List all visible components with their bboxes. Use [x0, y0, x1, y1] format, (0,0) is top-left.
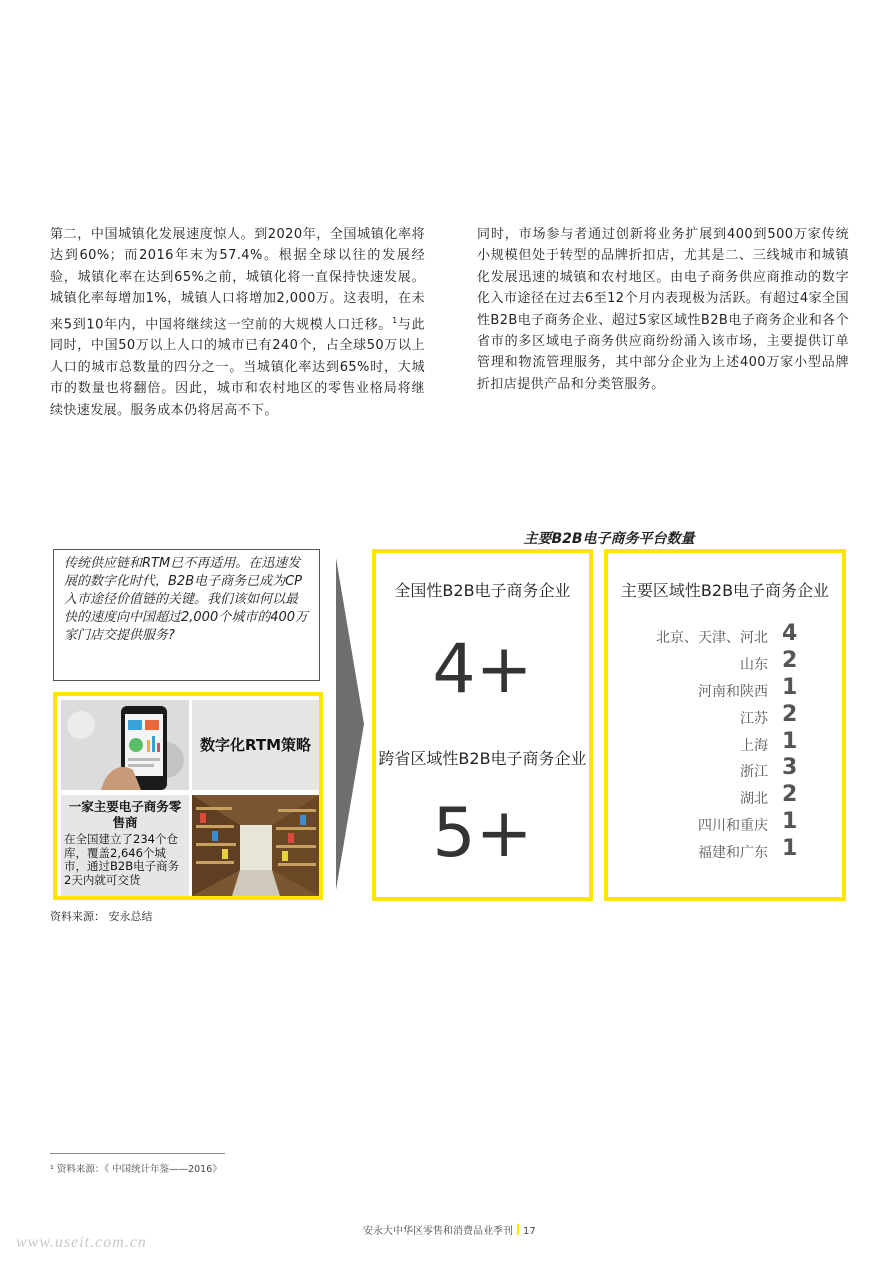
warehouse-store-photo — [192, 795, 319, 896]
footnote: ¹ 资料来源：《 中国统计年鉴——2016》 — [50, 1164, 222, 1175]
page-footer — [363, 1222, 536, 1237]
arrow-right-icon — [336, 558, 364, 890]
smartphone-photo — [61, 700, 189, 790]
region-row — [608, 782, 842, 813]
region-count: 1 — [782, 674, 798, 700]
national-b2b-heading: 全国性B2B电子商务企业 — [394, 581, 571, 600]
region-count: 1 — [782, 728, 798, 754]
regional-b2b-heading: 主要区域性B2B电子商务企业 — [620, 581, 830, 600]
region-row — [608, 621, 842, 652]
region-count: 4 — [782, 621, 798, 646]
region-count: 1 — [782, 836, 798, 862]
body-paragraph-left — [50, 224, 425, 421]
digital-rtm-strategy-label: 数字化RTM策略 — [192, 700, 319, 790]
body-paragraph-right: 同时，市场参与者通过创新将业务扩展到400到500万家传统小规模但处于转型的品牌折扣店，尤其是二、三线城市和城镇化发展迅速的城镇和农村地区。由电子商务供应商推动的数字化入市途径在过去6至12个月内表现极为活跃。有超过4家全国性B2B电子商务企业、超过5家区域性B2B电子商务企业和各个省市的多区域电子商务供应商纷纷涌入该市场，主要提供订单管理和物流管理服务，其中部分企业为上述400万家小型品牌折扣店提供产品和分类管服务。 — [477, 227, 849, 392]
region-name: 福建和广东 — [698, 845, 768, 862]
region-list — [608, 621, 842, 867]
region-row — [608, 701, 842, 733]
region-row — [608, 647, 842, 679]
retailer-info — [61, 795, 189, 896]
region-name: 湖北 — [740, 791, 768, 808]
body-text-left-part2: 与此同时，中国50万以上人口的城市已有240个，占全球50万以上人口的城市总数量的四分之一。当城镇化率达到65%时，大城市的数量也将翻倍。因此，城市和农村地区的零售业格局将继续快速发展。服务成本仍将居高不下。 — [50, 316, 425, 418]
region-row — [608, 674, 842, 706]
region-count: 2 — [782, 782, 798, 808]
region-row — [608, 836, 842, 867]
region-name: 浙江 — [740, 764, 768, 781]
region-name: 山东 — [740, 656, 768, 673]
region-name: 四川和重庆 — [698, 818, 768, 835]
cross-regional-b2b-heading: 跨省区域性B2B电子商务企业 — [378, 749, 587, 768]
region-count: 2 — [782, 701, 798, 727]
retailer-description: 在全国建立了234个仓库，覆盖2,646个城市，通过B2B电子商务2天内就可交货 — [64, 832, 180, 887]
strategy-panel — [53, 692, 323, 900]
footer-separator — [517, 1224, 519, 1235]
region-count: 3 — [782, 755, 798, 781]
region-row — [608, 728, 842, 760]
body-text-left-part1: 第二，中国城镇化发展速度惊人。到2020年，全国城镇化率将达到60%；而2016年末为57.4%。根据全球以往的发展经验，城镇化率在达到65%之前，城镇化将一直保持快速发展。城镇化率每增加1%，城镇人口将增加2,000万。这表明，在未来5到10年内，中国将继续这一空前的大规模人口迁移。 — [50, 227, 425, 332]
figure-source: 资料来源： 安永总结 — [50, 910, 153, 923]
national-b2b-count: 4+ — [432, 630, 533, 709]
footnote-marker[interactable]: 1 — [392, 315, 398, 325]
region-name: 江苏 — [740, 710, 768, 727]
region-name: 河南和陕西 — [698, 683, 768, 700]
publication-name: 安永大中华区零售和消费品业季刊 — [363, 1226, 513, 1237]
page-number: 17 — [523, 1226, 536, 1237]
watermark: www.useit.com.cn — [16, 1234, 147, 1251]
regional-b2b-box — [604, 549, 846, 901]
region-row — [608, 809, 842, 840]
national-b2b-box — [372, 549, 593, 901]
region-count: 1 — [782, 809, 798, 835]
figure-title: 主要B2B电子商务平台数量 — [523, 531, 695, 547]
region-name: 北京、天津、河北 — [656, 630, 768, 646]
region-count: 2 — [782, 647, 798, 673]
retailer-title: 一家主要电子商务零售商 — [68, 799, 182, 830]
region-row — [608, 755, 842, 786]
cross-regional-b2b-count: 5+ — [432, 794, 533, 873]
region-name: 上海 — [740, 737, 768, 754]
footnote-divider — [50, 1153, 225, 1154]
quote-box: 传统供应链和RTM已不再适用。在迅速发展的数字化时代，B2B电子商务已成为CP入市途径价值链的关键。我们该如何以最快的速度向中国超过2,000个城市的400万家门店交提供服务? — [53, 549, 320, 681]
